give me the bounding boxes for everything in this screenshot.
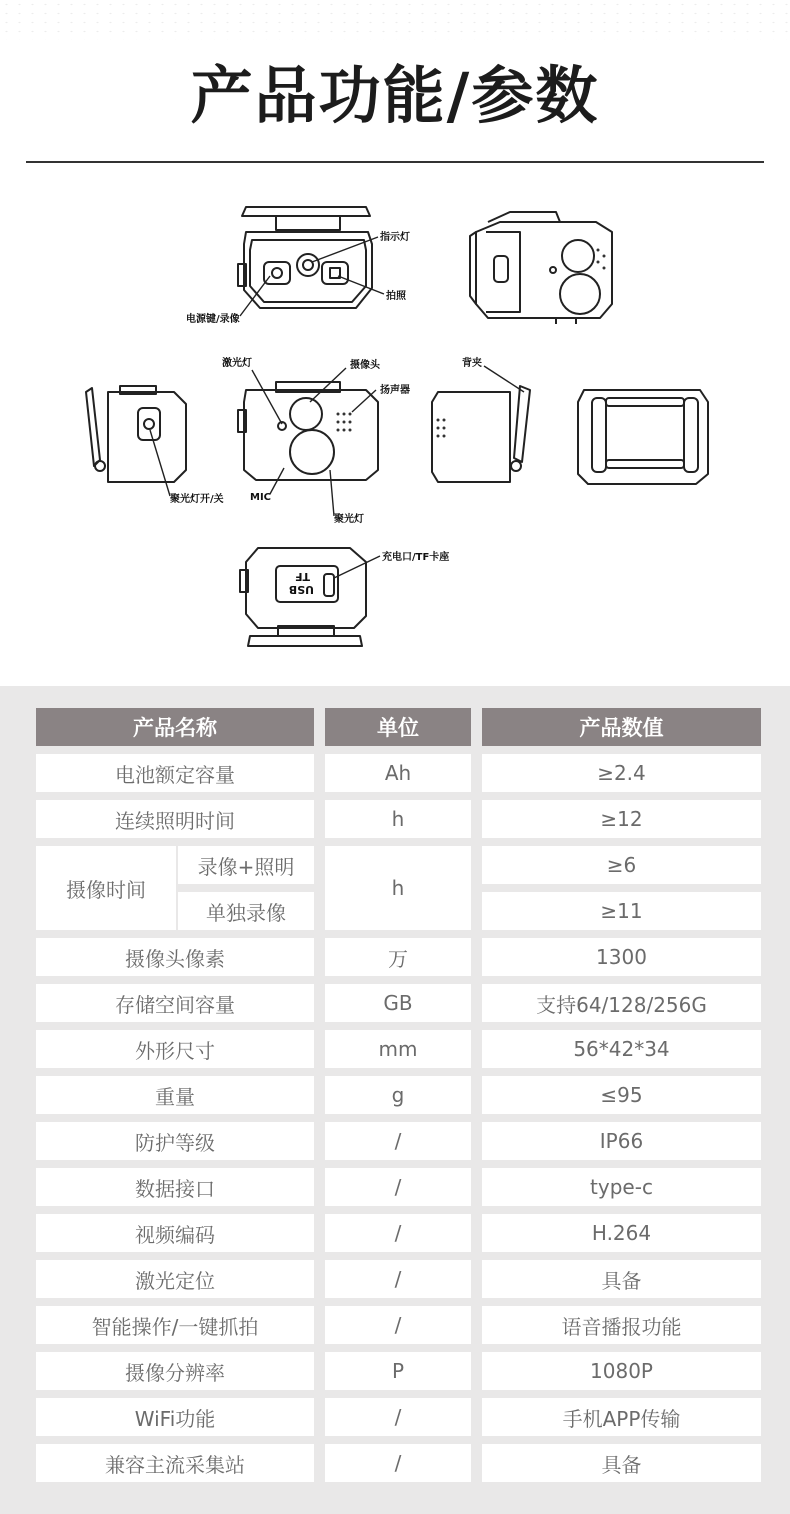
label-speaker: 扬声器 <box>380 385 410 396</box>
row-unit-cell: GB <box>325 984 471 1022</box>
table-header-cell: 单位 <box>325 708 471 746</box>
device-diagram <box>0 0 790 686</box>
row-name-cell: 激光定位 <box>36 1260 314 1298</box>
right-side-view <box>432 386 530 482</box>
row-unit-cell: 万 <box>325 938 471 976</box>
row-value-cell: 支持64/128/256G <box>482 984 761 1022</box>
row-value-cell: ≤95 <box>482 1076 761 1114</box>
row-value-cell: 具备 <box>482 1444 761 1482</box>
label-power-record: 电源键/录像 <box>186 314 240 325</box>
row-name-cell: 智能操作/一键抓拍 <box>36 1306 314 1344</box>
row-unit-cell: / <box>325 1214 471 1252</box>
row-name-cell: 视频编码 <box>36 1214 314 1252</box>
row-name-cell: 摄像时间 <box>36 846 176 930</box>
row-unit-cell: h <box>325 846 471 930</box>
table-header-cell: 产品数值 <box>482 708 761 746</box>
perspective-view <box>470 212 612 324</box>
row-unit-cell: h <box>325 800 471 838</box>
row-value-cell: 56*42*34 <box>482 1030 761 1068</box>
row-unit-cell: mm <box>325 1030 471 1068</box>
row-name-cell: 重量 <box>36 1076 314 1114</box>
row-name-cell: 数据接口 <box>36 1168 314 1206</box>
front-view-lens <box>238 382 378 480</box>
row-unit-cell: P <box>325 1352 471 1390</box>
row-unit-cell: / <box>325 1122 471 1160</box>
label-spotlight: 聚光灯 <box>334 514 364 525</box>
row-unit-cell: Ah <box>325 754 471 792</box>
label-port: 充电口/TF卡座 <box>382 552 450 563</box>
label-photo: 拍照 <box>386 291 406 302</box>
row-name-cell: WiFi功能 <box>36 1398 314 1436</box>
row-value-cell: ≥6 <box>482 846 761 884</box>
row-name-cell: 兼容主流采集站 <box>36 1444 314 1482</box>
row-unit-cell: / <box>325 1444 471 1482</box>
row-value-cell: 手机APP传输 <box>482 1398 761 1436</box>
row-value-cell: ≥11 <box>482 892 761 930</box>
row-name-cell: 摄像分辨率 <box>36 1352 314 1390</box>
page-title: 产品功能/参数 <box>190 59 600 132</box>
row-value-cell: ≥12 <box>482 800 761 838</box>
row-name-cell: 外形尺寸 <box>36 1030 314 1068</box>
row-unit-cell: / <box>325 1260 471 1298</box>
leader-lines <box>150 237 524 578</box>
row-value-cell: ≥2.4 <box>482 754 761 792</box>
row-value-cell: type-c <box>482 1168 761 1206</box>
label-mic: MIC <box>250 492 272 503</box>
back-clip-view <box>578 390 708 484</box>
row-subname-cell: 单独录像 <box>178 892 314 930</box>
product-diagram-section <box>0 0 790 686</box>
table-header-cell: 产品名称 <box>36 708 314 746</box>
label-laser: 激光灯 <box>222 358 252 369</box>
label-camera: 摄像头 <box>350 360 380 371</box>
row-unit-cell: / <box>325 1398 471 1436</box>
label-indicator: 指示灯 <box>380 232 410 243</box>
left-side-view <box>86 386 186 482</box>
label-clip: 背夹 <box>462 358 482 369</box>
row-value-cell: 语音播报功能 <box>482 1306 761 1344</box>
row-name-cell: 连续照明时间 <box>36 800 314 838</box>
row-name-cell: 电池额定容量 <box>36 754 314 792</box>
row-name-cell: 防护等级 <box>36 1122 314 1160</box>
label-spot-switch: 聚光灯开/关 <box>170 494 224 505</box>
row-value-cell: H.264 <box>482 1214 761 1252</box>
row-subname-cell: 录像+照明 <box>178 846 314 884</box>
row-value-cell: IP66 <box>482 1122 761 1160</box>
row-name-cell: 摄像头像素 <box>36 938 314 976</box>
row-unit-cell: / <box>325 1168 471 1206</box>
tf-text: TF <box>294 570 310 583</box>
usb-text: USB <box>288 583 314 596</box>
spec-section <box>0 686 790 1514</box>
row-unit-cell: / <box>325 1306 471 1344</box>
bottom-view <box>240 548 366 646</box>
row-name-cell: 存储空间容量 <box>36 984 314 1022</box>
row-value-cell: 具备 <box>482 1260 761 1298</box>
row-unit-cell: g <box>325 1076 471 1114</box>
row-value-cell: 1080P <box>482 1352 761 1390</box>
row-value-cell: 1300 <box>482 938 761 976</box>
port-cover-text <box>289 570 314 596</box>
